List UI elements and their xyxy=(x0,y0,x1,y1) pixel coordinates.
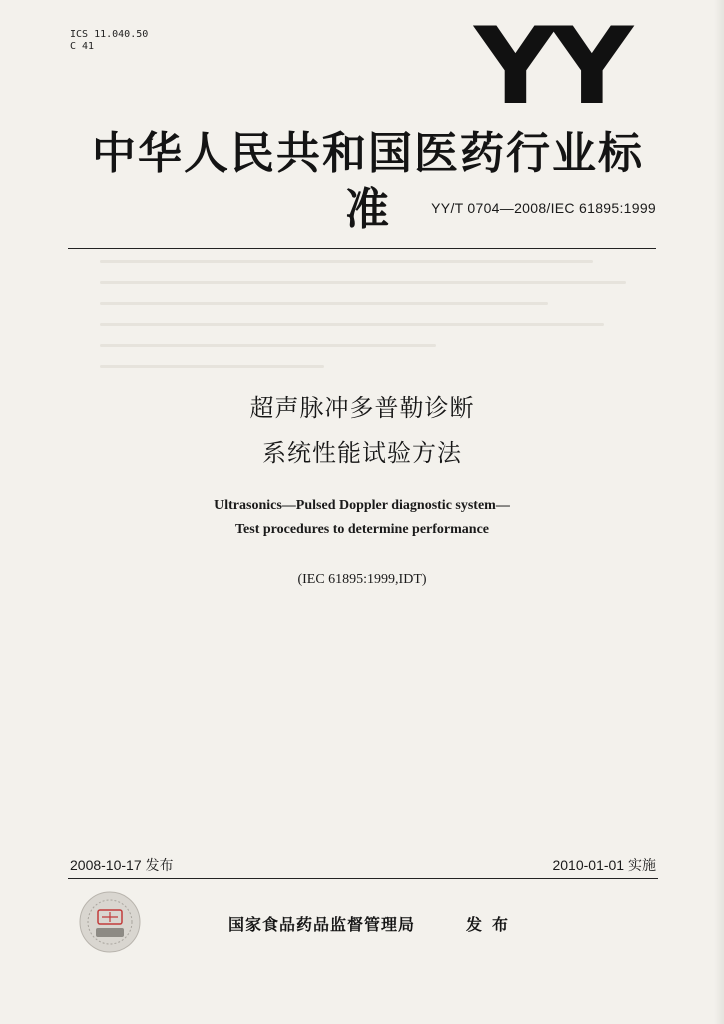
title-chinese-line-1: 超声脉冲多普勒诊断 xyxy=(249,394,475,422)
issue-date: 2008-10-17 发布 xyxy=(70,857,174,873)
ccs-code: C 41 xyxy=(70,41,95,52)
yy-logo: YY xyxy=(474,5,627,128)
adoption-note: (IEC 61895:1999,IDT) xyxy=(297,572,427,587)
ics-code: ICS 11.040.50 xyxy=(70,29,149,40)
page-edge-shadow xyxy=(714,0,724,1024)
implementation-date: 2010-01-01 实施 xyxy=(552,857,656,873)
title-english-line-1: Ultrasonics—Pulsed Doppler diagnostic system— xyxy=(214,498,510,513)
classification-codes xyxy=(70,29,148,53)
issue-label: 发布 xyxy=(466,915,519,934)
standard-number: YY/T 0704—2008/IEC 61895:1999 xyxy=(431,200,656,216)
footer-divider xyxy=(68,878,658,879)
header-divider xyxy=(68,248,656,249)
title-english-line-2: Test procedures to determine performance xyxy=(234,522,490,537)
anti-counterfeit-seal-icon xyxy=(78,890,142,954)
title-chinese-line-2: 系统性能试验方法 xyxy=(262,439,462,467)
standard-type-title: 中华人民共和国医药行业标准 xyxy=(92,128,644,235)
issuing-authority: 国家食品药品监督管理局 xyxy=(228,915,416,934)
